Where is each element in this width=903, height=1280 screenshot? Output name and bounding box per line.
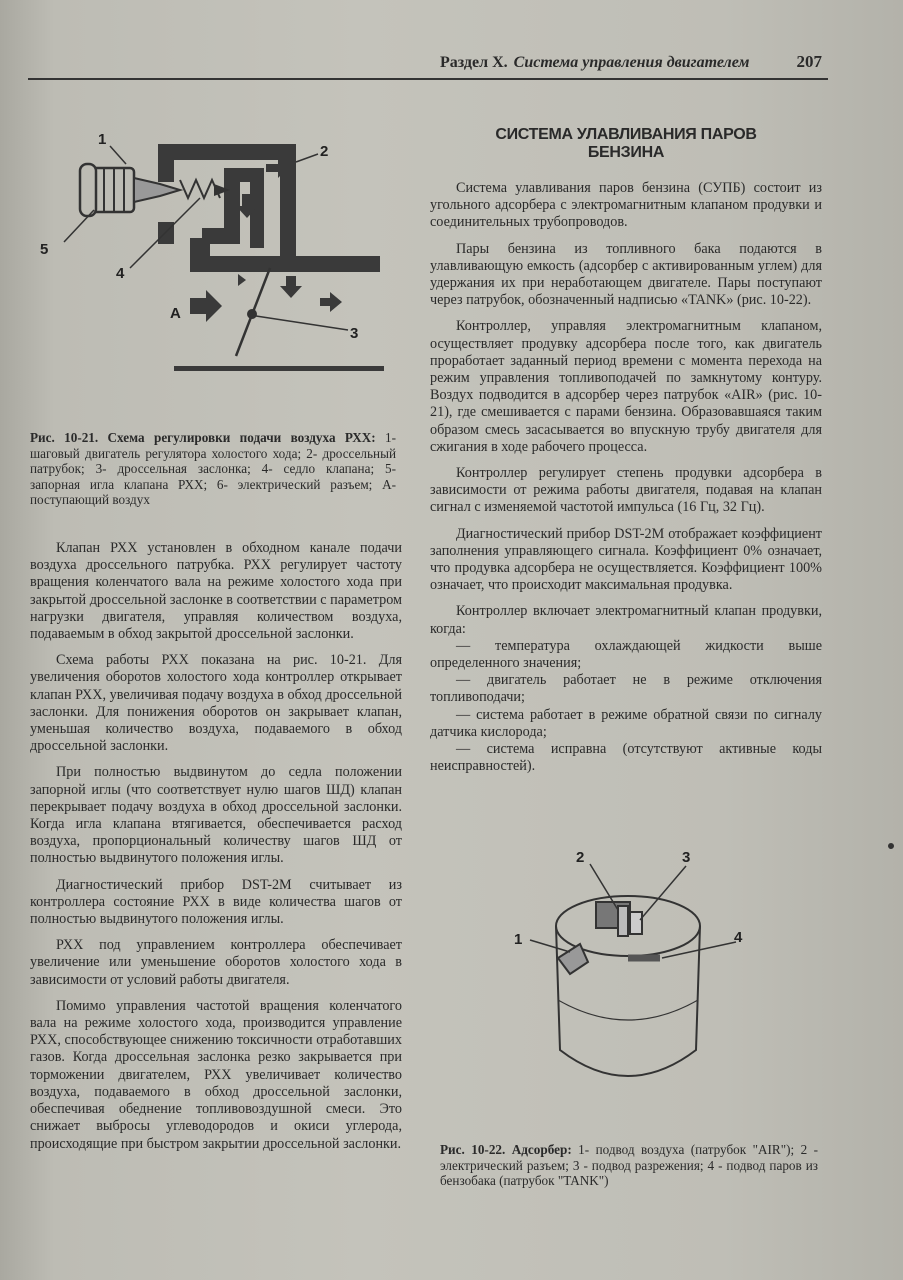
canister-fittings <box>558 902 660 974</box>
condition-item: — температура охлаждающей жидкости выше определенного значения; <box>430 637 822 672</box>
iac-valve-schematic <box>30 128 390 418</box>
right-paragraph: Система улавливания паров бензина (СУПБ) состоит из угольного адсорбера с электромагнитным клапаном продувки и соединительных трубопроводов. <box>430 180 822 231</box>
fig1-label-5: 5 <box>40 241 49 258</box>
figure-10-21-diagram <box>30 128 390 418</box>
fig1-caption-title: Рис. 10-21. Схема регулировки подачи воздуха РХХ: <box>30 430 376 445</box>
right-column <box>430 126 822 776</box>
right-paragraph: Контроллер регулирует степень продувки адсорбера в зависимости от режима работы двигателя, подавая на клапан сигнал с изменяемой частотой импульса (16 Гц, 32 Гц). <box>430 465 822 516</box>
running-header <box>440 54 830 78</box>
page-number: 207 <box>796 52 822 71</box>
fig2-label-3: 3 <box>682 849 691 866</box>
section-title-line2: БЕНЗИНА <box>587 144 665 161</box>
fig1-label-1: 1 <box>98 131 107 148</box>
condition-item: — система исправна (отсутствуют активные коды неисправностей). <box>430 741 822 775</box>
figure-10-21-caption <box>30 430 396 508</box>
left-paragraph: РХХ под управлением контроллера обеспечивает увеличение или уменьшение оборотов холостого хода в зависимости от условий работы двигателя. <box>30 937 402 988</box>
section-title <box>430 126 822 162</box>
fig2-caption-title: Рис. 10-22. Адсорбер: <box>440 1142 572 1157</box>
condition-item: — система работает в режиме обратной связи по сигналу датчика кислорода; <box>430 706 822 740</box>
section-title-line1: СИСТЕМА УЛАВЛИВАНИЯ ПАРОВ <box>495 126 757 143</box>
stepper-motor <box>80 164 230 216</box>
fig1-label-A: A <box>170 305 181 322</box>
left-paragraph: Диагностический прибор DST-2M считывает из контроллера состояние РХХ в виде количества шагов от полностью выдвинутого положения иглы. <box>30 876 402 928</box>
fig2-caption-text: 1- подвод воздуха (патрубок "AIR"); 2 - электрический разъем; 3 - подвод разрежения; 4 - подвод паров из бензобака (патрубок "TANK") <box>440 1142 819 1188</box>
right-paragraph: Контроллер, управляя электромагнитным клапаном, осуществляет продувку адсорбера после того, как двигатель проработает заданный период времени с момента перехода на режим управления топливоподачей по замкнутому контуру. Воздух подводится в адсорбер через патрубок «AIR» (рис. 10-21), где смешивается с парами бензина. Образовавшаяся таким образом смесь засасывается во впускную трубу двигателя для сжигания в ходе рабочего процесса. <box>430 318 822 455</box>
header-rule <box>28 78 828 80</box>
left-column <box>30 540 402 1162</box>
figure-10-22-diagram <box>500 840 790 1100</box>
left-paragraph: Помимо управления частотой вращения коленчатого вала на режиме холостого хода, производится управление РХХ, способствующее снижению токсичности отработавших газов. Когда дроссельная заслонка резко закрывается при торможении двигателем, РХХ увеличивает количество воздуха, подаваемого в обход дроссельной заслонки, обеспечивая обеднение топливовоздушной смеси. Это снижает выбросы углеводородов и окиси углерода, происходящие при быстром закрытии дроссельной заслонки. <box>30 997 402 1152</box>
left-paragraph: Схема работы РХХ показана на рис. 10-21. Для увеличения оборотов холостого хода контроллер открывает клапан РХХ, увеличивая подачу воздуха в обход дроссельной заслонки. Для понижения оборотов он закрывает клапан, уменьшая количество воздуха, подаваемого в обход дроссельной заслонки. <box>30 652 402 755</box>
left-paragraph: При полностью выдвинутом до седла положении запорной иглы (что соответствует нулю шагов ШД) клапан перекрывает подачу воздуха в обход дроссельной заслонки. Когда игла клапана втягивается, обеспечивается расход воздуха, пропорциональный количеству шагов ШД от полностью выдвинутого положения иглы. <box>30 764 402 867</box>
right-paragraph: Диагностический прибор DST-2M отображает коэффициент заполнения управляющего сигнала. Коэффициент 0% означает, что продувка адсорбера не осуществляется. Коэффициент 100% означает, что происходит максимальная продувка. <box>430 525 822 594</box>
right-paragraph: Контроллер включает электромагнитный клапан продувки, когда: <box>430 603 822 637</box>
margin-mark <box>888 843 894 849</box>
fig1-label-2: 2 <box>320 143 329 160</box>
fig1-label-4: 4 <box>116 265 125 282</box>
fig1-label-3: 3 <box>350 325 359 342</box>
fig2-label-4: 4 <box>734 929 743 946</box>
canister-drawing <box>500 840 790 1100</box>
figure-10-22-caption <box>440 1142 818 1189</box>
condition-item: — двигатель работает не в режиме отключения топливоподачи; <box>430 672 822 706</box>
fig1-caption-text: 1- шаговый двигатель регулятора холостого хода; 2- дроссельный патрубок; 3- дроссельная заслонка; 4- седло клапана; 5- запорная игла клапана РХХ; 6- электрический разъем; А- поступающий воздух <box>30 430 396 507</box>
fig2-label-1: 1 <box>514 931 523 948</box>
header-title: Система управления двигателем <box>513 54 750 71</box>
right-paragraph: Пары бензина из топливного бака подаются в улавливающую емкость (адсорбер с активированным углем) для удержания их при неработающем двигателе. Пары поступают через патрубок, обозначенный надписью «TANK» (рис. 10-22). <box>430 240 822 309</box>
fig2-label-2: 2 <box>576 849 585 866</box>
header-section: Раздел X. <box>440 54 508 71</box>
left-paragraph: Клапан РХХ установлен в обходном канале подачи воздуха дроссельного патрубка. РХХ регулирует частоту вращения коленчатого вала на режиме холостого хода при закрытой дроссельной заслонке в соответствии с параметром нагрузки двигателя, управляя количеством воздуха, подаваемым в обход закрытой дроссельной заслонки. <box>30 540 402 643</box>
